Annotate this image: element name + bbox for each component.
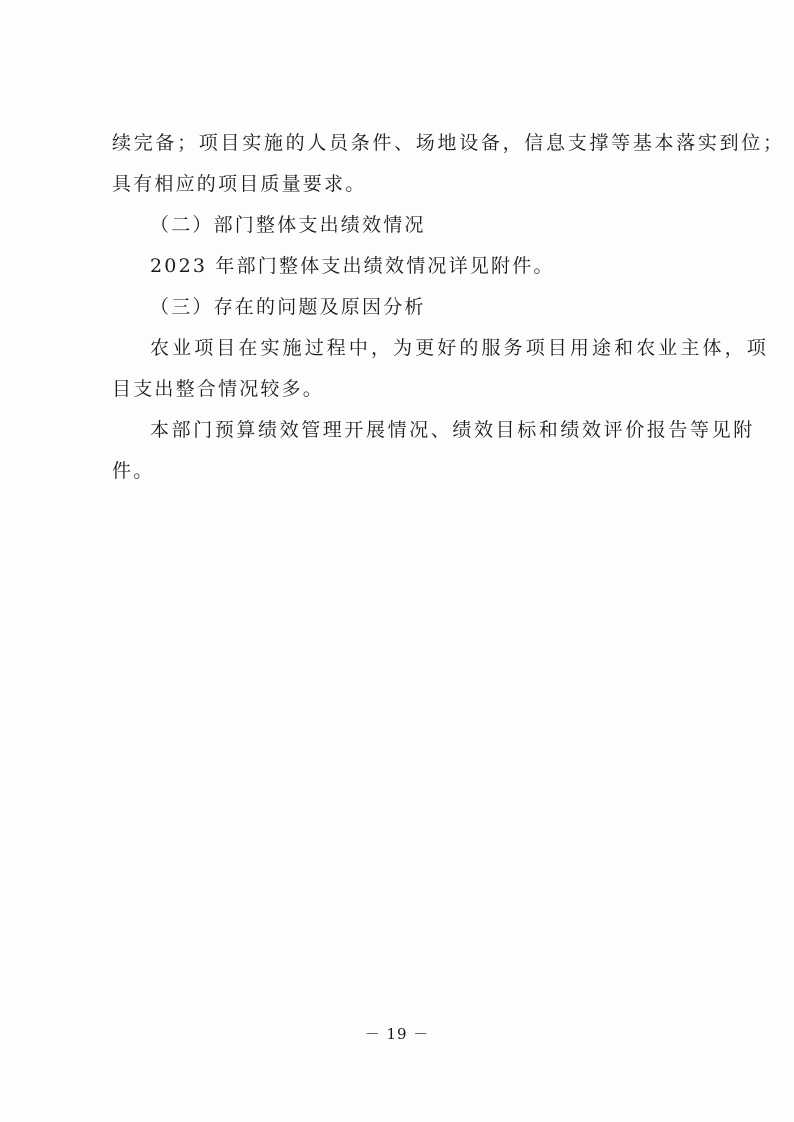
section-heading: （三）存在的问题及原因分析	[150, 296, 426, 318]
body-text-line: 件。	[112, 460, 155, 482]
body-text-line: 农业项目在实施过程中，为更好的服务项目用途和农业主体，项	[150, 337, 769, 359]
body-text-line: 续完备；项目实施的人员条件、场地设备，信息支撑等基本落实到位；	[112, 132, 785, 154]
body-text-line: 目支出整合情况较多。	[112, 378, 325, 400]
body-text-line: 具有相应的项目质量要求。	[112, 173, 367, 195]
body-text-line: 本部门预算绩效管理开展情况、绩效目标和绩效评价报告等见附	[150, 419, 755, 441]
body-text-line: 2023 年部门整体支出绩效情况详见附件。	[150, 255, 555, 277]
section-heading: （二）部门整体支出绩效情况	[150, 214, 426, 236]
page-number: － 19 －	[364, 1025, 430, 1043]
